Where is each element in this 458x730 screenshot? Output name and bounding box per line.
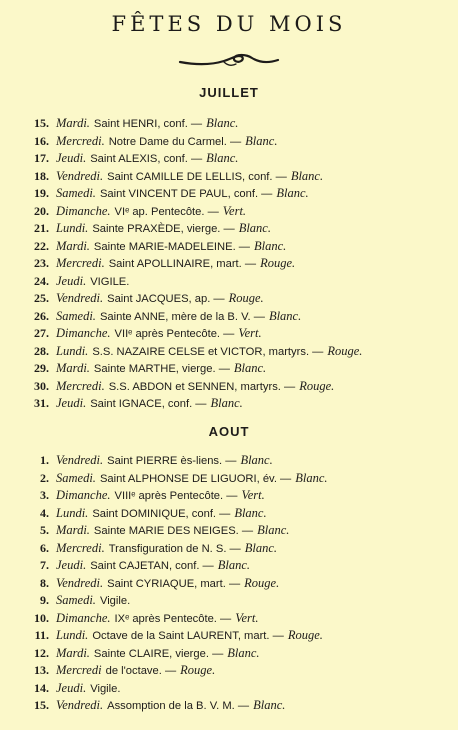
entry-weekday: Lundi. — [56, 221, 89, 235]
entry-number: 15. — [34, 698, 49, 712]
entry-number: 30. — [34, 378, 49, 393]
entry-weekday: Samedi. — [56, 593, 96, 607]
feast-entry — [26, 681, 446, 699]
entry-number: 21. — [34, 221, 49, 235]
entry-feast: Saint JACQUES, ap. — — [107, 293, 225, 305]
entry-weekday: Mercredi — [56, 663, 102, 677]
entry-feast: Vigile. — [90, 682, 121, 695]
feast-entry — [26, 646, 446, 664]
entry-feast: Saint ALEXIS, conf. — — [90, 153, 203, 165]
entry-weekday: Mercredi. — [56, 256, 105, 270]
entry-liturgical-color: Blanc. — [245, 133, 278, 148]
entry-number: 9. — [40, 593, 49, 607]
entry-feast: Saint CAMILLE DE LELLIS, conf. — — [107, 170, 287, 183]
feast-entry — [26, 453, 446, 471]
feast-entry — [26, 116, 446, 134]
feast-entry — [26, 169, 446, 187]
entry-weekday: Vendredi. — [56, 575, 104, 590]
entry-weekday: Dimanche. — [56, 488, 111, 502]
feast-entry — [26, 221, 446, 239]
feast-entry — [26, 558, 446, 576]
entry-feast: Saint IGNACE, conf. — — [90, 398, 207, 410]
entry-liturgical-color: Rouge. — [327, 343, 363, 358]
entry-number: 20. — [34, 203, 49, 218]
entry-number: 15. — [34, 116, 49, 130]
entry-liturgical-color: Blanc. — [210, 396, 243, 410]
entry-weekday: Mardi. — [56, 238, 90, 253]
feast-entry — [26, 151, 446, 169]
entry-liturgical-color: Vert. — [241, 488, 265, 502]
entry-liturgical-color: Rouge. — [244, 575, 280, 590]
entry-number: 11. — [34, 628, 49, 642]
entry-liturgical-color: Rouge. — [287, 628, 323, 642]
entry-liturgical-color: Blanc. — [217, 558, 251, 572]
month-title-juillet: JUILLET — [199, 85, 259, 100]
page-title: FÊTES DU MOIS — [111, 12, 347, 36]
feast-entry — [26, 628, 446, 646]
entry-feast: Octave de la Saint LAURENT, mart. — — [92, 630, 284, 642]
entry-liturgical-color: Blanc. — [257, 523, 290, 537]
feast-entry — [26, 344, 446, 362]
entry-weekday: Samedi. — [56, 186, 96, 200]
entry-number: 10. — [34, 610, 49, 625]
feast-entry — [26, 379, 446, 397]
entry-feast: Notre Dame du Carmel. — — [108, 135, 242, 148]
entry-number: 1. — [40, 453, 49, 467]
feast-entry — [26, 134, 446, 152]
entry-feast: IXᵉ après Pentecôte. — — [114, 612, 232, 625]
entry-weekday: Vendredi. — [56, 453, 104, 467]
entry-feast: VIGILE. — [90, 275, 130, 288]
entry-weekday: Jeudi. — [56, 151, 87, 165]
entry-liturgical-color: Blanc. — [295, 470, 328, 485]
entry-number: 17. — [34, 151, 49, 165]
feast-entry — [26, 541, 446, 559]
entry-weekday: Dimanche. — [56, 203, 111, 218]
feast-entry — [26, 488, 446, 506]
entry-number: 29. — [34, 361, 49, 375]
feast-entry — [26, 274, 446, 292]
entry-number: 6. — [40, 540, 49, 555]
entry-weekday: Dimanche. — [56, 326, 111, 340]
entry-number: 2. — [40, 470, 49, 485]
entry-number: 4. — [40, 505, 49, 520]
entry-feast: Sainte MARIE DES NEIGES. — — [93, 525, 254, 537]
feast-entry — [26, 326, 446, 344]
entry-weekday: Jeudi. — [56, 558, 87, 572]
entry-liturgical-color: Blanc. — [233, 361, 267, 375]
entry-weekday: Jeudi. — [56, 680, 87, 695]
entry-weekday: Mercredi. — [56, 378, 105, 393]
ornament-divider — [176, 50, 282, 70]
entry-number: 5. — [40, 523, 49, 537]
entry-number: 18. — [34, 168, 49, 183]
entry-weekday: Mardi. — [56, 523, 90, 537]
entry-number: 31. — [34, 396, 49, 410]
entry-feast: Sainte ANNE, mère de la B. V. — — [99, 310, 265, 323]
entry-feast: Saint HENRI, conf. — — [93, 118, 203, 130]
feast-entry — [26, 309, 446, 327]
entry-weekday: Vendredi. — [56, 698, 104, 712]
entry-liturgical-color: Blanc. — [206, 116, 239, 130]
entry-number: 3. — [40, 488, 49, 502]
entry-number: 19. — [34, 186, 49, 200]
entry-number: 23. — [34, 256, 49, 270]
entry-weekday: Jeudi. — [56, 273, 87, 288]
entry-weekday: Vendredi. — [56, 291, 104, 305]
entry-feast: Sainte CLAIRE, vierge. — — [93, 647, 224, 660]
feast-entry — [26, 523, 446, 541]
entry-feast: VIIIᵉ après Pentecôte. — — [114, 490, 238, 502]
entry-number: 14. — [34, 680, 49, 695]
month-title-aout: AOUT — [208, 424, 250, 439]
entry-number: 12. — [34, 645, 49, 660]
entry-weekday: Jeudi. — [56, 396, 87, 410]
entry-weekday: Lundi. — [56, 505, 89, 520]
feast-entry — [26, 291, 446, 309]
aout-feast-list — [26, 453, 446, 716]
entry-liturgical-color: Rouge. — [299, 378, 335, 393]
entry-weekday: Mardi. — [56, 361, 90, 375]
entry-weekday: Dimanche. — [56, 610, 111, 625]
entry-liturgical-color: Blanc. — [240, 453, 273, 467]
feast-entry — [26, 471, 446, 489]
entry-feast: Sainte MARTHE, vierge. — — [93, 363, 230, 375]
entry-number: 7. — [40, 558, 49, 572]
feast-entry — [26, 576, 446, 594]
entry-feast: Transfiguration de N. S. — — [108, 542, 241, 555]
entry-liturgical-color: Blanc. — [244, 540, 278, 555]
entry-liturgical-color: Vert. — [222, 203, 247, 218]
feast-entry — [26, 361, 446, 379]
entry-weekday: Mardi. — [56, 645, 90, 660]
entry-feast: S.S. ABDON et SENNEN, martyrs. — — [108, 380, 296, 393]
entry-weekday: Mardi. — [56, 116, 90, 130]
entry-feast: S.S. NAZAIRE CELSE et VICTOR, martyrs. — — [92, 345, 324, 358]
entry-liturgical-color: Vert. — [238, 326, 262, 340]
feast-entry — [26, 593, 446, 611]
entry-liturgical-color: Blanc. — [253, 238, 287, 253]
entry-liturgical-color: Rouge. — [180, 663, 216, 677]
entry-liturgical-color: Vert. — [235, 610, 259, 625]
entry-weekday: Lundi. — [56, 628, 89, 642]
entry-liturgical-color: Blanc. — [290, 168, 324, 183]
entry-number: 26. — [34, 308, 49, 323]
entry-feast: Saint CAJETAN, conf. — — [90, 560, 214, 572]
feast-entry — [26, 186, 446, 204]
entry-number: 16. — [34, 133, 49, 148]
entry-number: 22. — [34, 238, 49, 253]
entry-feast: Sainte PRAXÈDE, vierge. — — [92, 223, 235, 235]
entry-weekday: Mercredi. — [56, 133, 105, 148]
entry-weekday: Mercredi. — [56, 540, 105, 555]
entry-feast: Assomption de la B. V. M. — — [107, 700, 250, 712]
entry-liturgical-color: Blanc. — [276, 186, 309, 200]
entry-weekday: Vendredi. — [56, 168, 104, 183]
feast-entry — [26, 204, 446, 222]
entry-feast: Vigile. — [99, 595, 131, 607]
entry-liturgical-color: Rouge. — [228, 291, 264, 305]
entry-feast: Saint CYRIAQUE, mart. — — [107, 577, 241, 590]
entry-feast: Saint PIERRE ès-liens. — — [107, 455, 237, 467]
entry-number: 8. — [40, 575, 49, 590]
entry-feast: Sainte MARIE-MADELEINE. — — [93, 240, 250, 253]
entry-weekday: Lundi. — [56, 343, 89, 358]
juillet-feast-list — [26, 116, 446, 414]
entry-number: 13. — [34, 663, 49, 677]
entry-number: 27. — [34, 326, 49, 340]
entry-feast: Saint DOMINIQUE, conf. — — [92, 507, 231, 520]
entry-feast: Saint ALPHONSE DE LIGUORI, év. — — [99, 472, 292, 485]
entry-feast: VIIᵉ après Pentecôte. — — [114, 328, 235, 340]
entry-feast: Saint APOLLINAIRE, mart. — — [108, 258, 257, 270]
entry-weekday: Samedi. — [56, 470, 96, 485]
entry-liturgical-color: Blanc. — [227, 645, 260, 660]
entry-number: 24. — [34, 273, 49, 288]
entry-feast: de l'octave. — — [105, 665, 177, 677]
feast-entry — [26, 611, 446, 629]
entry-liturgical-color: Blanc. — [253, 698, 286, 712]
entry-weekday: Samedi. — [56, 308, 96, 323]
entry-feast: VIᵉ ap. Pentecôte. — — [114, 205, 219, 218]
feast-entry — [26, 239, 446, 257]
entry-liturgical-color: Rouge. — [260, 256, 296, 270]
entry-feast: Saint VINCENT DE PAUL, conf. — — [99, 188, 273, 200]
entry-number: 28. — [34, 343, 49, 358]
feast-entry — [26, 396, 446, 414]
feast-entry — [26, 506, 446, 524]
entry-liturgical-color: Blanc. — [206, 151, 239, 165]
entry-liturgical-color: Blanc. — [234, 505, 267, 520]
feast-entry — [26, 663, 446, 681]
entry-liturgical-color: Blanc. — [268, 308, 302, 323]
feast-entry — [26, 698, 446, 716]
entry-liturgical-color: Blanc. — [238, 221, 271, 235]
feast-entry — [26, 256, 446, 274]
entry-number: 25. — [34, 291, 49, 305]
